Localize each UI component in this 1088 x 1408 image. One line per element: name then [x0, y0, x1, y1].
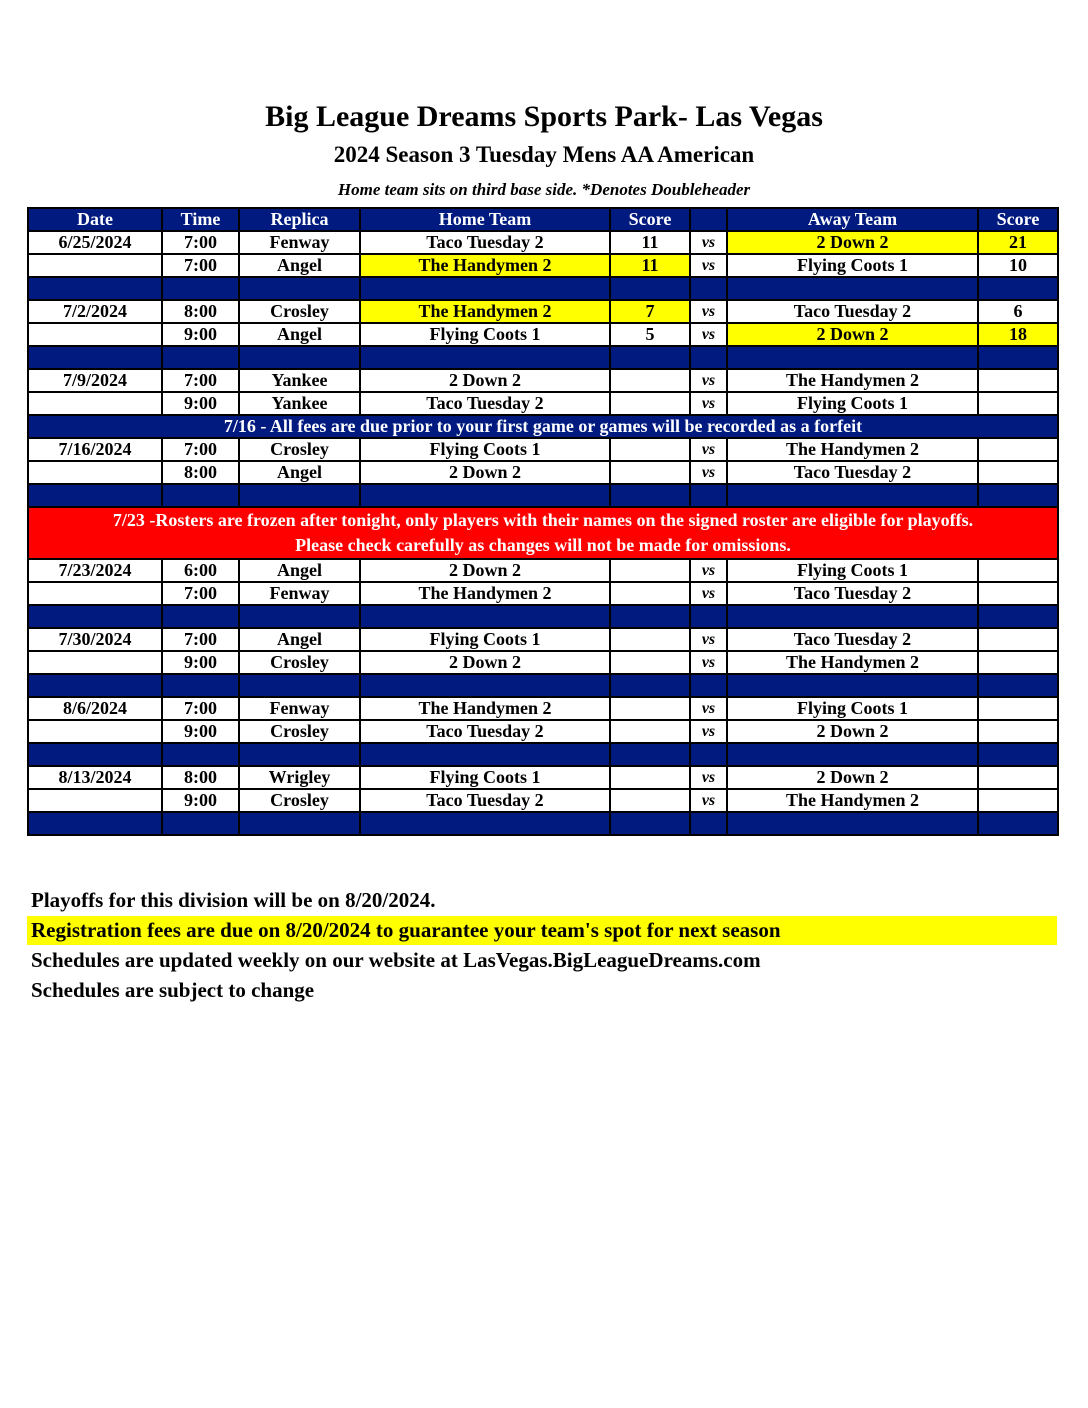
game-date: 6/25/2024: [28, 231, 162, 254]
away-score: 21: [978, 231, 1058, 254]
game-date: [28, 254, 162, 277]
home-team: Flying Coots 1: [360, 766, 610, 789]
playoffs-notice: Playoffs for this division will be on 8/20/2024.: [31, 888, 436, 912]
away-team: Taco Tuesday 2: [727, 300, 978, 323]
home-score: [610, 766, 690, 789]
away-score: [978, 789, 1058, 812]
home-score: 11: [610, 254, 690, 277]
header-date: Date: [28, 208, 162, 231]
game-row: [28, 697, 1058, 720]
roster-notice: [28, 507, 1058, 559]
game-time: 8:00: [162, 461, 239, 484]
game-row: [28, 231, 1058, 254]
fees-notice: 7/16 - All fees are due prior to your first game or games will be recorded as a forfeit: [28, 415, 1058, 438]
game-date: [28, 323, 162, 346]
home-team: The Handymen 2: [360, 697, 610, 720]
home-score: [610, 789, 690, 812]
away-score: [978, 559, 1058, 582]
game-replica: Fenway: [239, 231, 360, 254]
home-score: 11: [610, 231, 690, 254]
home-team: Taco Tuesday 2: [360, 789, 610, 812]
game-date: 7/23/2024: [28, 559, 162, 582]
home-score: [610, 720, 690, 743]
header-away-team: Away Team: [727, 208, 978, 231]
header-away-score: Score: [978, 208, 1058, 231]
home-score: [610, 369, 690, 392]
spacer-row: [28, 277, 1058, 300]
game-time: 7:00: [162, 369, 239, 392]
game-time: 7:00: [162, 438, 239, 461]
game-date: [28, 392, 162, 415]
vs-label: vs: [690, 254, 727, 277]
away-score: [978, 369, 1058, 392]
away-team: Flying Coots 1: [727, 697, 978, 720]
game-date: 7/9/2024: [28, 369, 162, 392]
vs-label: vs: [690, 720, 727, 743]
game-replica: Angel: [239, 461, 360, 484]
change-notice: Schedules are subject to change: [31, 978, 315, 1002]
away-score: [978, 438, 1058, 461]
game-time: 7:00: [162, 231, 239, 254]
home-score: 7: [610, 300, 690, 323]
away-score: [978, 720, 1058, 743]
vs-label: vs: [690, 582, 727, 605]
spacer-row: [28, 674, 1058, 697]
game-date: 8/6/2024: [28, 697, 162, 720]
game-row: [28, 254, 1058, 277]
game-row: [28, 300, 1058, 323]
game-time: 8:00: [162, 300, 239, 323]
game-time: 7:00: [162, 254, 239, 277]
spacer-row: [28, 743, 1058, 766]
roster-notice-line-2: Please check carefully as changes will not be made for omissions.: [295, 535, 791, 555]
game-row: [28, 766, 1058, 789]
home-score: [610, 651, 690, 674]
game-time: 9:00: [162, 392, 239, 415]
header-time: Time: [162, 208, 239, 231]
game-replica: Crosley: [239, 789, 360, 812]
away-score: 18: [978, 323, 1058, 346]
home-team: 2 Down 2: [360, 461, 610, 484]
away-team: The Handymen 2: [727, 651, 978, 674]
game-row: [28, 369, 1058, 392]
home-score: [610, 582, 690, 605]
away-score: 6: [978, 300, 1058, 323]
game-time: 8:00: [162, 766, 239, 789]
away-score: [978, 697, 1058, 720]
game-row: [28, 559, 1058, 582]
page-title: Big League Dreams Sports Park- Las Vegas: [265, 100, 823, 133]
away-team: Taco Tuesday 2: [727, 582, 978, 605]
schedule-table: [27, 207, 1059, 836]
game-replica: Yankee: [239, 369, 360, 392]
page-subtitle: 2024 Season 3 Tuesday Mens AA American: [333, 142, 755, 167]
vs-label: vs: [690, 766, 727, 789]
game-replica: Angel: [239, 254, 360, 277]
game-replica: Angel: [239, 628, 360, 651]
vs-label: vs: [690, 438, 727, 461]
game-row: [28, 720, 1058, 743]
away-team: Flying Coots 1: [727, 559, 978, 582]
game-row: [28, 628, 1058, 651]
vs-label: vs: [690, 697, 727, 720]
home-team: Taco Tuesday 2: [360, 392, 610, 415]
game-time: 7:00: [162, 628, 239, 651]
game-date: 7/2/2024: [28, 300, 162, 323]
game-row: [28, 789, 1058, 812]
game-row: [28, 651, 1058, 674]
away-team: The Handymen 2: [727, 438, 978, 461]
game-replica: Yankee: [239, 392, 360, 415]
vs-label: vs: [690, 369, 727, 392]
home-score: [610, 697, 690, 720]
away-score: [978, 461, 1058, 484]
game-date: [28, 461, 162, 484]
game-time: 7:00: [162, 582, 239, 605]
home-score: [610, 461, 690, 484]
game-replica: Crosley: [239, 438, 360, 461]
game-row: [28, 392, 1058, 415]
home-score: [610, 628, 690, 651]
game-row: [28, 323, 1058, 346]
registration-notice: Registration fees are due on 8/20/2024 to guarantee your team's spot for next season: [27, 916, 1057, 945]
away-score: [978, 628, 1058, 651]
game-date: 7/16/2024: [28, 438, 162, 461]
home-team: Flying Coots 1: [360, 438, 610, 461]
game-date: [28, 582, 162, 605]
game-replica: Fenway: [239, 582, 360, 605]
spacer-row: [28, 484, 1058, 507]
website-notice: Schedules are updated weekly on our website at LasVegas.BigLeagueDreams.com: [31, 948, 761, 972]
away-team: 2 Down 2: [727, 720, 978, 743]
header-vs: [690, 208, 727, 231]
game-replica: Angel: [239, 323, 360, 346]
home-team: Taco Tuesday 2: [360, 720, 610, 743]
game-date: 7/30/2024: [28, 628, 162, 651]
header-home-score: Score: [610, 208, 690, 231]
away-score: [978, 392, 1058, 415]
away-team: 2 Down 2: [727, 231, 978, 254]
game-date: [28, 789, 162, 812]
vs-label: vs: [690, 628, 727, 651]
away-score: 10: [978, 254, 1058, 277]
game-time: 9:00: [162, 323, 239, 346]
away-team: The Handymen 2: [727, 789, 978, 812]
header-home-team: Home Team: [360, 208, 610, 231]
vs-label: vs: [690, 461, 727, 484]
game-date: [28, 651, 162, 674]
vs-label: vs: [690, 651, 727, 674]
game-replica: Crosley: [239, 720, 360, 743]
home-team: Flying Coots 1: [360, 628, 610, 651]
spacer-row: [28, 812, 1058, 835]
vs-label: vs: [690, 231, 727, 254]
home-team: 2 Down 2: [360, 651, 610, 674]
away-team: Flying Coots 1: [727, 254, 978, 277]
game-row: [28, 461, 1058, 484]
away-team: The Handymen 2: [727, 369, 978, 392]
game-time: 9:00: [162, 651, 239, 674]
game-time: 7:00: [162, 697, 239, 720]
roster-notice-row: [28, 507, 1058, 559]
vs-label: vs: [690, 300, 727, 323]
home-team: The Handymen 2: [360, 300, 610, 323]
game-row: [28, 438, 1058, 461]
game-time: 9:00: [162, 789, 239, 812]
home-team: The Handymen 2: [360, 254, 610, 277]
home-score: [610, 559, 690, 582]
game-replica: Crosley: [239, 651, 360, 674]
home-team: Flying Coots 1: [360, 323, 610, 346]
away-team: Flying Coots 1: [727, 392, 978, 415]
home-team: 2 Down 2: [360, 369, 610, 392]
home-score: 5: [610, 323, 690, 346]
spacer-row: [28, 346, 1058, 369]
spacer-row: [28, 605, 1058, 628]
away-team: 2 Down 2: [727, 323, 978, 346]
game-date: [28, 720, 162, 743]
home-team: The Handymen 2: [360, 582, 610, 605]
game-replica: Fenway: [239, 697, 360, 720]
home-score: [610, 392, 690, 415]
roster-notice-line-1: 7/23 -Rosters are frozen after tonight, only players with their names on the signed roster are eligible for playoffs.: [112, 510, 974, 530]
game-time: 9:00: [162, 720, 239, 743]
game-replica: Wrigley: [239, 766, 360, 789]
schedule-note: Home team sits on third base side. *Denotes Doubleheader: [337, 180, 751, 199]
vs-label: vs: [690, 392, 727, 415]
vs-label: vs: [690, 789, 727, 812]
header-row: [28, 208, 1058, 231]
away-team: 2 Down 2: [727, 766, 978, 789]
vs-label: vs: [690, 323, 727, 346]
game-time: 6:00: [162, 559, 239, 582]
vs-label: vs: [690, 559, 727, 582]
game-row: [28, 582, 1058, 605]
home-team: 2 Down 2: [360, 559, 610, 582]
fees-notice-row: [28, 415, 1058, 438]
home-team: Taco Tuesday 2: [360, 231, 610, 254]
away-score: [978, 582, 1058, 605]
home-score: [610, 438, 690, 461]
game-replica: Crosley: [239, 300, 360, 323]
game-replica: Angel: [239, 559, 360, 582]
away-team: Taco Tuesday 2: [727, 461, 978, 484]
header-replica: Replica: [239, 208, 360, 231]
game-date: 8/13/2024: [28, 766, 162, 789]
away-team: Taco Tuesday 2: [727, 628, 978, 651]
away-score: [978, 651, 1058, 674]
away-score: [978, 766, 1058, 789]
